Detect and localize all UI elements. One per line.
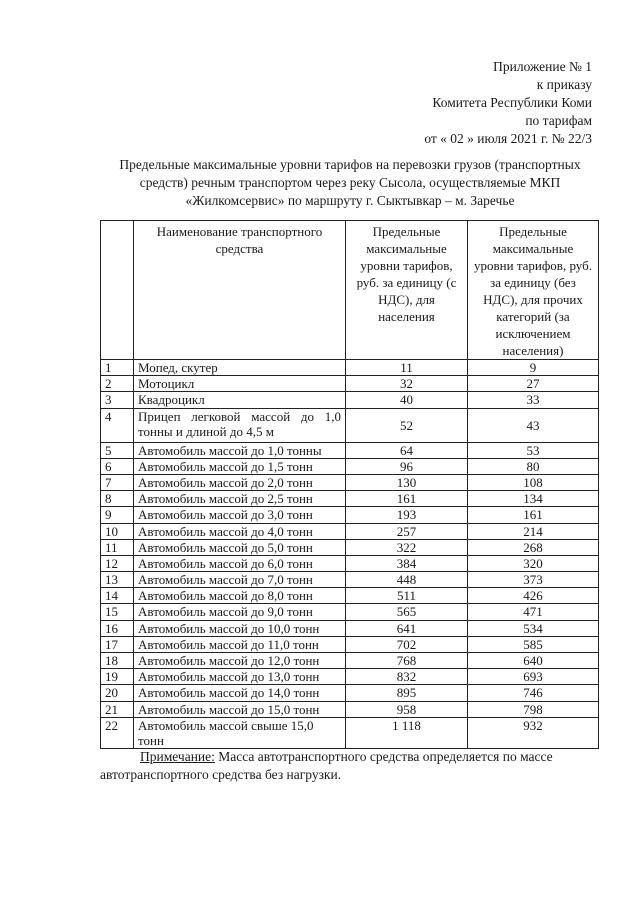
table-row: [101, 539, 599, 555]
row-price-population: 257: [346, 523, 468, 539]
table-row: [101, 717, 599, 748]
row-price-other: 33: [468, 392, 599, 408]
row-price-population: 641: [346, 620, 468, 636]
appendix-line: к приказу: [536, 77, 592, 92]
header-other: Предельные максимальные уровни тарифов, руб. за единицу (без НДС), для прочих категорий (за исключением населения): [468, 221, 599, 360]
row-price-population: 448: [346, 572, 468, 588]
row-price-population: 1 118: [346, 717, 468, 748]
row-price-other: 932: [468, 717, 599, 748]
row-price-other: 268: [468, 539, 599, 555]
table-row: [101, 685, 599, 701]
row-price-population: 161: [346, 491, 468, 507]
row-num: 8: [101, 491, 134, 507]
row-price-other: 798: [468, 701, 599, 717]
row-price-population: 130: [346, 474, 468, 490]
row-num: 7: [101, 474, 134, 490]
row-name: Прицеп легковой массой до 1,0 тонны и длиной до 4,5 м: [134, 408, 346, 442]
note-text: Масса автотранспортного средства определяется по массе автотранспортного средства без нагрузки.: [100, 749, 553, 782]
row-price-other: 585: [468, 636, 599, 652]
header-population: Предельные максимальные уровни тарифов, руб. за единицу (с НДС), для населения: [346, 221, 468, 360]
note-label: Примечание:: [140, 749, 215, 764]
row-num: 1: [101, 360, 134, 376]
tariff-table: [100, 220, 599, 749]
row-price-other: 320: [468, 555, 599, 571]
row-price-other: 80: [468, 458, 599, 474]
table-row: [101, 588, 599, 604]
row-num: 20: [101, 685, 134, 701]
row-num: 18: [101, 653, 134, 669]
row-num: 16: [101, 620, 134, 636]
row-name: Автомобиль массой до 9,0 тонн: [134, 604, 346, 620]
row-name: Автомобиль массой до 11,0 тонн: [134, 636, 346, 652]
table-row: [101, 620, 599, 636]
table-row: [101, 669, 599, 685]
row-name: Квадроцикл: [134, 392, 346, 408]
row-num: 12: [101, 555, 134, 571]
row-name: Автомобиль массой до 2,5 тонн: [134, 491, 346, 507]
row-price-population: 511: [346, 588, 468, 604]
row-price-population: 832: [346, 669, 468, 685]
table-row: [101, 392, 599, 408]
row-num: 5: [101, 442, 134, 458]
row-num: 15: [101, 604, 134, 620]
row-price-population: 64: [346, 442, 468, 458]
table-row: [101, 653, 599, 669]
row-name: Автомобиль массой до 1,5 тонн: [134, 458, 346, 474]
appendix-line: Приложение № 1: [493, 59, 592, 74]
note: [100, 748, 600, 784]
row-price-other: 27: [468, 376, 599, 392]
row-price-other: 426: [468, 588, 599, 604]
row-num: 22: [101, 717, 134, 748]
row-name: Автомобиль массой до 8,0 тонн: [134, 588, 346, 604]
row-price-population: 958: [346, 701, 468, 717]
row-price-other: 640: [468, 653, 599, 669]
row-name: Автомобиль массой до 14,0 тонн: [134, 685, 346, 701]
row-name: Автомобиль массой до 10,0 тонн: [134, 620, 346, 636]
row-price-population: 384: [346, 555, 468, 571]
row-price-other: 161: [468, 507, 599, 523]
row-price-population: 702: [346, 636, 468, 652]
table-row: [101, 408, 599, 442]
table-row: [101, 360, 599, 376]
row-num: 13: [101, 572, 134, 588]
row-name: Автомобиль массой до 12,0 тонн: [134, 653, 346, 669]
table-row: [101, 507, 599, 523]
row-price-population: 52: [346, 408, 468, 442]
row-price-other: 9: [468, 360, 599, 376]
table-row: [101, 636, 599, 652]
row-price-other: 43: [468, 408, 599, 442]
table-row: [101, 701, 599, 717]
row-price-other: 108: [468, 474, 599, 490]
row-num: 4: [101, 408, 134, 442]
row-price-population: 40: [346, 392, 468, 408]
appendix-line: от « 02 » июля 2021 г. № 22/3: [424, 131, 592, 146]
row-name: Автомобиль массой до 2,0 тонн: [134, 474, 346, 490]
appendix-line: по тарифам: [525, 113, 592, 128]
table-row: [101, 604, 599, 620]
row-price-population: 96: [346, 458, 468, 474]
row-name: Автомобиль массой до 7,0 тонн: [134, 572, 346, 588]
row-num: 19: [101, 669, 134, 685]
table-row: [101, 474, 599, 490]
row-price-population: 565: [346, 604, 468, 620]
row-num: 10: [101, 523, 134, 539]
table-header-row: [101, 221, 599, 360]
header-num: [101, 221, 134, 360]
row-name: Автомобиль массой до 5,0 тонн: [134, 539, 346, 555]
appendix-line: Комитета Республики Коми: [432, 95, 592, 110]
row-name: Автомобиль массой до 15,0 тонн: [134, 701, 346, 717]
row-price-other: 471: [468, 604, 599, 620]
row-price-population: 193: [346, 507, 468, 523]
table-row: [101, 376, 599, 392]
document-title: Предельные максимальные уровни тарифов на перевозки грузов (транспортных средств) речным транспортом через реку Сысола, осуществляемые МКП «Жилкомсервис» по маршруту г. Сыктывкар – м. Заречье: [119, 157, 581, 208]
row-num: 11: [101, 539, 134, 555]
row-price-other: 214: [468, 523, 599, 539]
table-row: [101, 491, 599, 507]
row-price-other: 53: [468, 442, 599, 458]
table-row: [101, 555, 599, 571]
row-price-other: 134: [468, 491, 599, 507]
row-num: 14: [101, 588, 134, 604]
row-num: 17: [101, 636, 134, 652]
tariff-table-body: [101, 360, 599, 749]
row-price-other: 534: [468, 620, 599, 636]
appendix-block: [332, 58, 592, 148]
row-num: 6: [101, 458, 134, 474]
row-price-population: 895: [346, 685, 468, 701]
table-row: [101, 572, 599, 588]
row-price-population: 32: [346, 376, 468, 392]
table-row: [101, 442, 599, 458]
row-name: Автомобиль массой до 13,0 тонн: [134, 669, 346, 685]
row-num: 2: [101, 376, 134, 392]
row-name: Мопед, скутер: [134, 360, 346, 376]
row-price-other: 746: [468, 685, 599, 701]
row-price-population: 768: [346, 653, 468, 669]
row-name: Автомобиль массой до 6,0 тонн: [134, 555, 346, 571]
header-name: Наименование транспортного средства: [134, 221, 346, 360]
row-name: Автомобиль массой свыше 15,0 тонн: [134, 717, 346, 748]
row-price-population: 11: [346, 360, 468, 376]
row-price-population: 322: [346, 539, 468, 555]
row-name: Автомобиль массой до 3,0 тонн: [134, 507, 346, 523]
row-num: 21: [101, 701, 134, 717]
table-row: [101, 523, 599, 539]
row-num: 9: [101, 507, 134, 523]
row-price-other: 373: [468, 572, 599, 588]
row-name: Автомобиль массой до 1,0 тонны: [134, 442, 346, 458]
row-name: Автомобиль массой до 4,0 тонн: [134, 523, 346, 539]
row-name: Мотоцикл: [134, 376, 346, 392]
row-price-other: 693: [468, 669, 599, 685]
table-row: [101, 458, 599, 474]
row-num: 3: [101, 392, 134, 408]
